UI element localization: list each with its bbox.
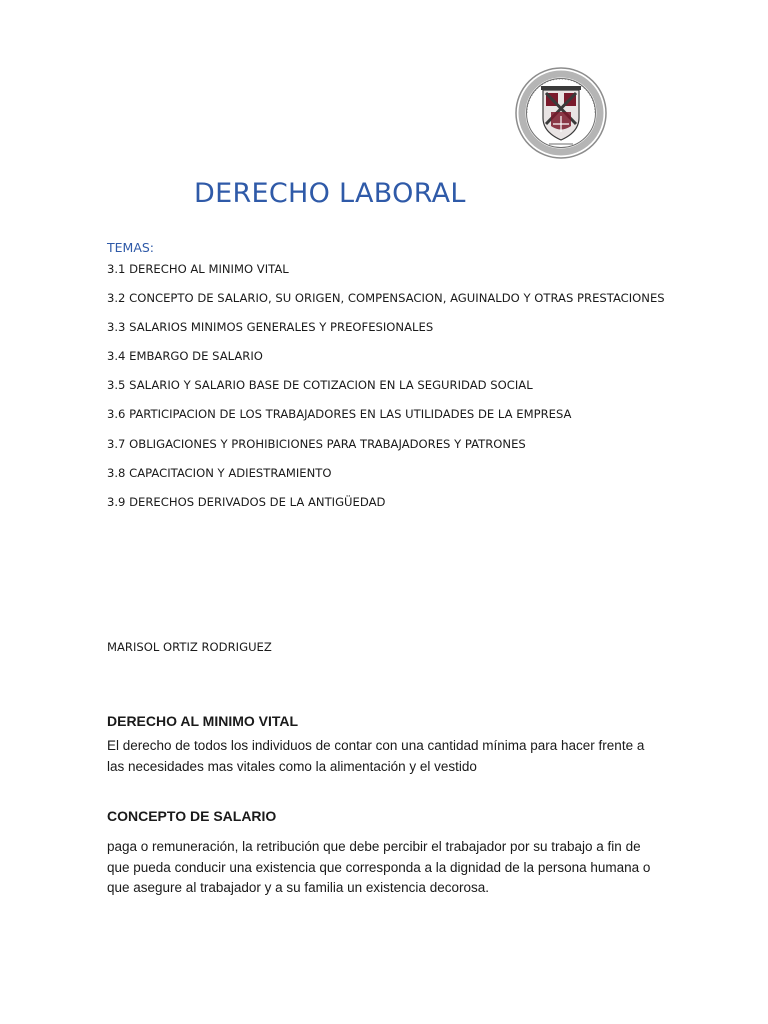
topic-item: 3.2 CONCEPTO DE SALARIO, SU ORIGEN, COMPENSACION, AGUINALDO Y OTRAS PRESTACIONES	[107, 291, 665, 306]
topic-item: 3.7 OBLIGACIONES Y PROHIBICIONES PARA TRABAJADORES Y PATRONES	[107, 436, 526, 451]
topic-item: 3.1 DERECHO AL MINIMO VITAL	[107, 262, 289, 276]
topic-item: 3.5 SALARIO Y SALARIO BASE DE COTIZACION EN LA SEGURIDAD SOCIAL	[107, 378, 533, 393]
topic-item: 3.3 SALARIOS MINIMOS GENERALES Y PREOFESIONALES	[107, 320, 434, 335]
topic-item: 3.4 EMBARGO DE SALARIO	[107, 349, 263, 364]
section-body-concepto-salario	[107, 837, 667, 899]
section-heading-concepto-salario: CONCEPTO DE SALARIO	[107, 808, 277, 824]
body-line: las necesidades mas vitales como la alimentación y el vestido	[107, 758, 477, 774]
body-line: que pueda conducir una existencia que corresponda a la dignidad de la persona humana o	[107, 859, 651, 875]
topics-label: TEMAS:	[107, 240, 155, 255]
topic-item: 3.6 PARTICIPACION DE LOS TRABAJADORES EN LAS UTILIDADES DE LA EMPRESA	[107, 407, 572, 422]
topic-item: 3.8 CAPACITACION Y ADIESTRAMIENTO	[107, 465, 332, 480]
university-seal-logo	[513, 66, 609, 160]
body-line: paga o remuneración, la retribución que debe percibir el trabajador por su trabajo a fin de	[107, 839, 641, 854]
body-line: El derecho de todos los individuos de contar con una cantidad mínima para hacer frente a	[107, 738, 645, 753]
body-line: que asegure al trabajador y a su familia un existencia decorosa.	[107, 880, 489, 895]
section-heading-minimo-vital: DERECHO AL MINIMO VITAL	[107, 713, 299, 729]
author-name: MARISOL ORTIZ RODRIGUEZ	[107, 640, 272, 654]
document-title: DERECHO LABORAL	[194, 178, 466, 209]
topics-list	[107, 262, 665, 524]
seal-icon	[513, 66, 609, 160]
topic-item: 3.9 DERECHOS DERIVADOS DE LA ANTIGÜEDAD	[107, 494, 386, 509]
section-body-minimo-vital	[107, 736, 667, 777]
